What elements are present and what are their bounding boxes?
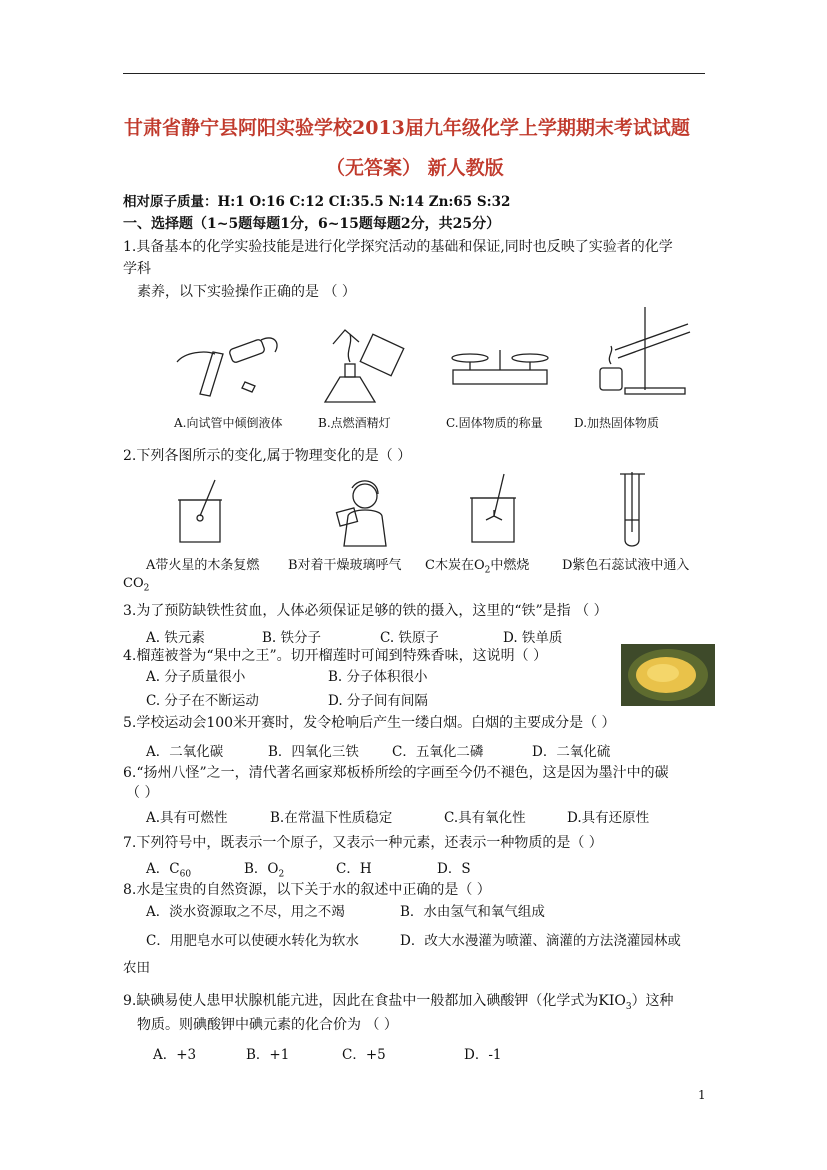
alcohol-lamp-figure	[315, 322, 410, 410]
pour-liquid-figure	[165, 322, 285, 410]
q7-option-b: B．$O_2$	[244, 861, 285, 880]
q2-option-b: B对着干燥玻璃呼气	[288, 558, 402, 573]
q3-option-c: C. 铁原子	[380, 630, 439, 646]
q6-option-a: A.具有可燃性	[146, 810, 228, 826]
q5-option-b: B．四氧化三铁	[268, 744, 359, 760]
q1-caption-a: A.向试管中倾倒液体	[174, 416, 283, 430]
q8-option-d-tail: 农田	[123, 960, 150, 976]
durian-photo	[621, 644, 715, 706]
balance-figure	[445, 340, 555, 390]
q5-option-c: C．五氧化二磷	[392, 744, 484, 760]
q1-line1: 1.具备基本的化学实验技能是进行化学探究活动的基础和保证,同时也反映了实验者的化学	[123, 239, 673, 255]
q6-line1: 6.“扬州八怪”之一，清代著名画家郑板桥所绘的字画至今仍不褪色，这是因为墨汁中的碳	[123, 765, 669, 781]
q8-option-c: C．用肥皂水可以使硬水转化为软水	[146, 933, 359, 949]
q1-caption-d: D.加热固体物质	[574, 416, 660, 430]
doc-title-line2: （无答案） 新人教版	[326, 157, 504, 179]
q5-option-d: D．二氧化硫	[532, 744, 611, 760]
q8-stem: 8.水是宝贵的自然资源，以下关于水的叙述中正确的是（ ）	[123, 882, 491, 898]
q9-option-b: B．+1	[246, 1047, 290, 1063]
q1-line2: 学科	[123, 261, 151, 277]
q9-line2: 物质。则碘酸钾中碘元素的化合价为 （ ）	[137, 1017, 398, 1033]
q2-option-d: D紫色石蕊试液中通入	[562, 558, 690, 573]
q4-option-a: A. 分子质量很小	[146, 669, 246, 685]
q9-line1: 9.缺碘易使人患甲状腺机能亢进，因此在食盐中一般都加入碘酸钾（化学式为$KIO_3$）这种	[123, 993, 674, 1012]
q1-caption-b: B.点燃酒精灯	[318, 416, 391, 430]
q2-co2: $CO_2$	[123, 576, 150, 594]
q9-option-a: A．+3	[153, 1047, 197, 1063]
q1-line3: 素养，以下实验操作正确的是 （ ）	[137, 284, 356, 300]
q4-option-b: B. 分子体积很小	[328, 669, 428, 685]
q6-option-d: D.具有还原性	[567, 810, 650, 826]
q6-option-c: C.具有氧化性	[444, 810, 526, 826]
q4-option-d: D. 分子间有间隔	[328, 693, 428, 709]
q7-option-d: D．S	[437, 861, 471, 877]
girl-breathing-figure	[330, 476, 395, 548]
test-tube-figure	[615, 470, 655, 550]
q3-option-d: D. 铁单质	[503, 630, 563, 646]
charcoal-burning-figure	[462, 472, 524, 548]
q8-option-d: D．改大水漫灌为喷灌、滴灌的方法浇灌园林或	[400, 933, 681, 949]
q5-option-a: A．二氧化碳	[146, 744, 224, 760]
q5-stem: 5.学校运动会100米开赛时，发令枪响后产生一缕白烟。白烟的主要成分是（ ）	[123, 715, 616, 731]
q6-option-b: B.在常温下性质稳定	[270, 810, 393, 826]
q3-option-b: B. 铁分子	[262, 630, 322, 646]
section-heading: 一、选择题（1~5题每题1分，6~15题每题2分，共25分）	[123, 216, 501, 232]
q7-option-c: C．H	[336, 861, 372, 877]
q4-option-c: C. 分子在不断运动	[146, 693, 259, 709]
q6-line2: （ ）	[126, 785, 159, 801]
page-number: 1	[698, 1088, 706, 1102]
q2-option-c: C木炭在$O_2$中燃烧	[425, 558, 530, 576]
q8-option-a: A．淡水资源取之不尽，用之不竭	[146, 904, 345, 920]
q9-option-d: D．-1	[464, 1047, 502, 1063]
q3-stem: 3.为了预防缺铁性贫血，人体必须保证足够的铁的摄入，这里的“铁”是指 （ ）	[123, 603, 608, 619]
q7-stem: 7.下列符号中，既表示一个原子，又表示一种元素，还表示一种物质的是（ ）	[123, 835, 603, 851]
q1-caption-c: C.固体物质的称量	[446, 416, 543, 430]
q9-option-c: C．+5	[342, 1047, 386, 1063]
doc-title-line1: 甘肃省静宁县阿阳实验学校2013届九年级化学上学期期末考试试题	[124, 117, 690, 139]
q4-stem: 4.榴莲被誉为“果中之王”。切开榴莲时可闻到特殊香味，这说明（ ）	[123, 648, 548, 664]
jar-splint-figure	[170, 478, 230, 548]
q2-option-a: A带火星的木条复燃	[146, 558, 260, 573]
heating-solid-figure	[590, 302, 700, 398]
q8-option-b: B．水由氢气和氧气组成	[400, 904, 545, 920]
q3-option-a: A. 铁元素	[146, 630, 205, 646]
atomic-mass-line: 相对原子质量：H:1 O:16 C:12 CI:35.5 N:14 Zn:65 S:32	[123, 194, 511, 210]
q2-stem: 2.下列各图所示的变化,属于物理变化的是（ ）	[123, 448, 412, 464]
q7-option-a: A．$C_{60}$	[146, 861, 192, 880]
header-rule	[123, 73, 705, 74]
